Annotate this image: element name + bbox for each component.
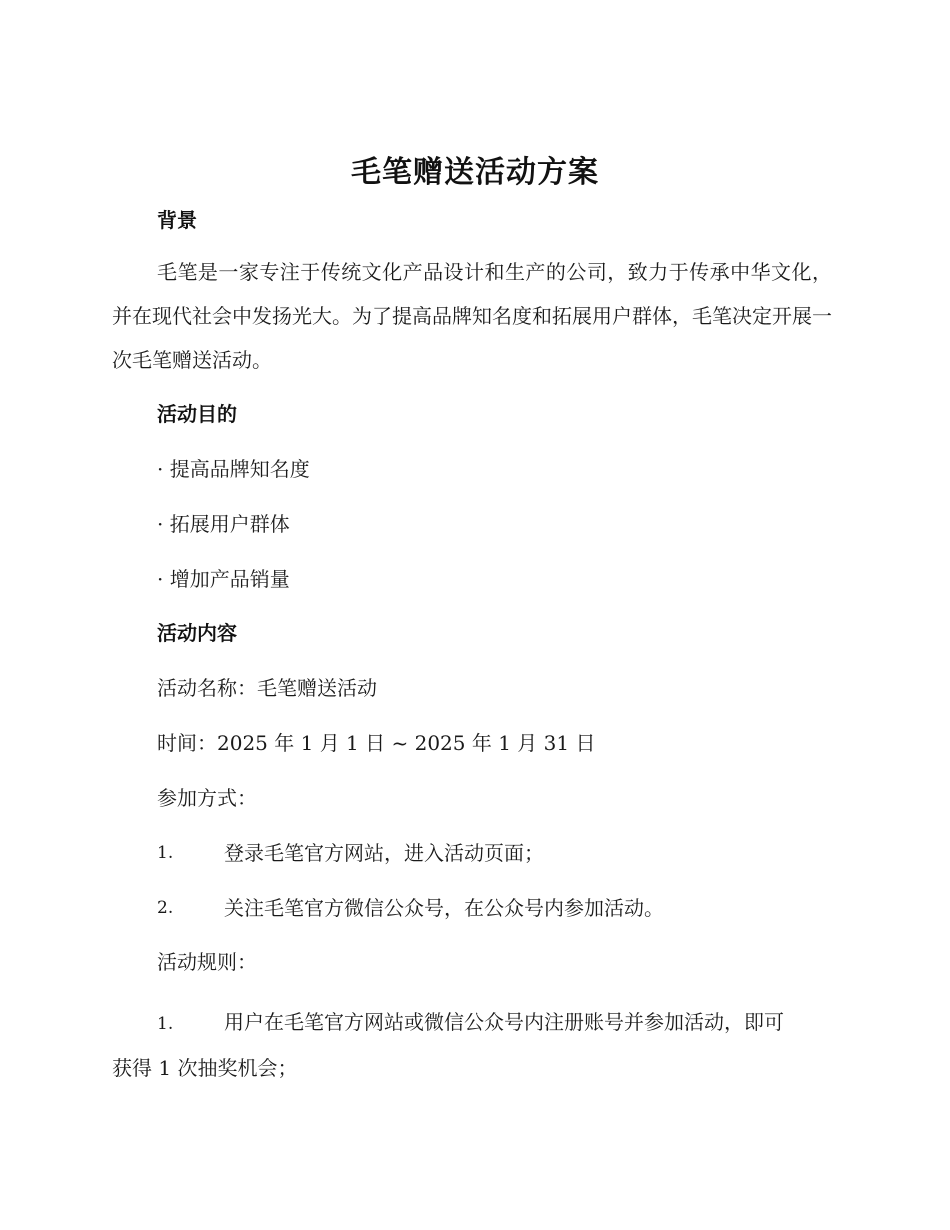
heading-content: 活动内容 — [157, 621, 237, 645]
background-paragraph: 毛笔是一家专注于传统文化产品设计和生产的公司，致力于传承中华文化，并在现代社会中发扬光大。为了提高品牌知名度和拓展用户群体，毛笔决定开展一次毛笔赠送活动。 — [112, 260, 832, 372]
rule-number: 1. — [157, 1014, 174, 1034]
document-title: 毛笔赠送活动方案 — [351, 155, 599, 190]
rule-text-second: 获得 1 次抽奖机会； — [112, 1056, 298, 1080]
rule-line-first — [112, 1000, 832, 1046]
rules-label: 活动规则： — [157, 950, 257, 974]
join-step-number: 1. — [157, 843, 174, 863]
rule-text-first: 用户在毛笔官方网站或微信公众号内注册账号并参加活动，即可 — [224, 1010, 784, 1034]
heading-purpose: 活动目的 — [157, 402, 237, 426]
activity-name-line: 活动名称：毛笔赠送活动 — [157, 676, 377, 700]
join-method-label: 参加方式： — [157, 786, 257, 810]
purpose-item: · 拓展用户群体 — [157, 512, 290, 536]
activity-time-line: 时间：2025 年 1 月 1 日 ~ 2025 年 1 月 31 日 — [157, 731, 596, 755]
join-step-text: 登录毛笔官方网站，进入活动页面； — [224, 841, 544, 865]
purpose-item: · 增加产品销量 — [157, 567, 290, 591]
rule-item — [112, 1000, 832, 1090]
purpose-item: · 提高品牌知名度 — [157, 457, 310, 481]
join-step-text: 关注毛笔官方微信公众号，在公众号内参加活动。 — [224, 896, 664, 920]
heading-background: 背景 — [157, 208, 197, 232]
join-step-number: 2. — [157, 898, 174, 918]
